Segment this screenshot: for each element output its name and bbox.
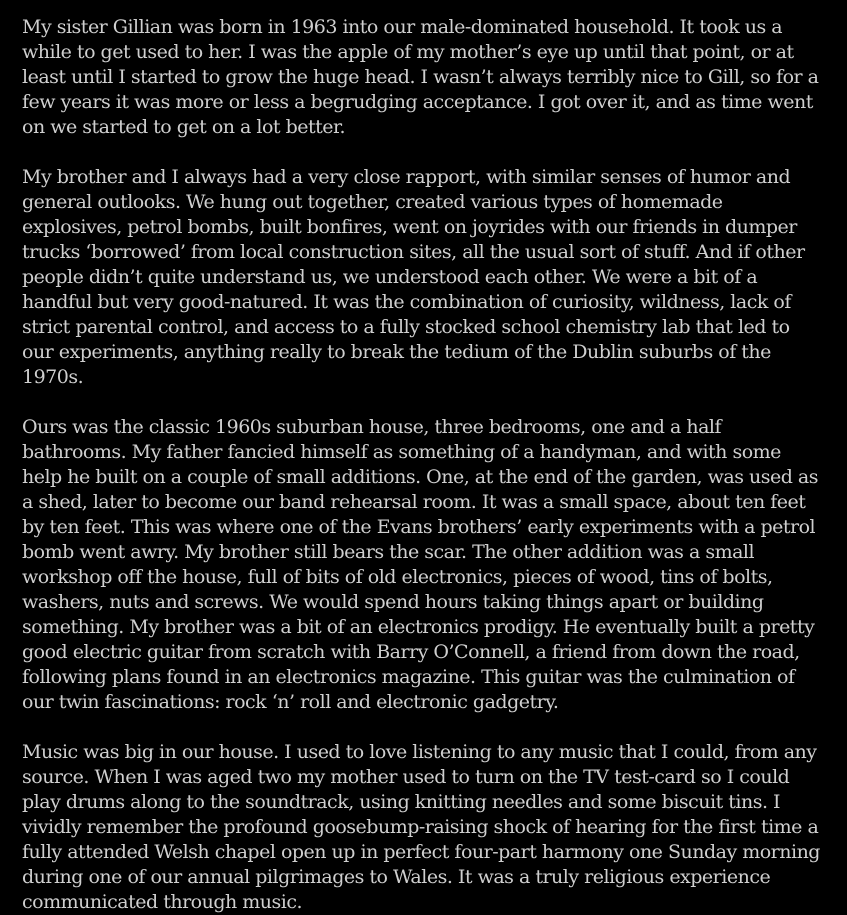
paragraph-3: Ours was the classic 1960s suburban house, three bedrooms, one and a half bathrooms. My father fancied himself as something of a handyman, and with some help he built on a couple of small additions. One, at the end of the garden, was used as a shed, later to become our band rehearsal room. It was a small space, about ten feet by ten feet. This was where one of the Evans brothers’ early experiments with a petrol bomb went awry. My brother still bears the scar. The other addition was a small workshop off the house, full of bits of old electronics, pieces of wood, tins of bolts, washers, nuts and screws. We would spend hours taking things apart or building something. My brother was a bit of an electronics prodigy. He eventually built a pretty good electric guitar from scratch with Barry O’Connell, a friend from down the road, following plans found in an electronics magazine. This guitar was the culmination of our twin fascinations: rock ‘n’ roll and electronic gadgetry. (22, 416, 819, 713)
paragraph-2: My brother and I always had a very close rapport, with similar senses of humor and general outlooks. We hung out together, created various types of homemade explosives, petrol bombs, built bonfires, went on joyrides with our friends in dumper trucks ‘borrowed’ from local construction sites, all the usual sort of stuff. And if other people didn’t quite understand us, we understood each other. We were a bit of a handful but very good-natured. It was the combination of curiosity, wildness, lack of strict parental control, and access to a fully stocked school chemistry lab that led to our experiments, anything really to break the tedium of the Dublin suburbs of the 1970s. (22, 166, 805, 388)
paragraph-4: Music was big in our house. I used to love listening to any music that I could, from any source. When I was aged two my mother used to turn on the TV test-card so I could play drums along to the soundtrack, using knitting needles and some biscuit tins. I vividly remember the profound goosebump-raising shock of hearing for the first time a fully attended Welsh chapel open up in perfect four-part harmony one Sunday morning during one of our annual pilgrimages to Wales. It was a truly religious experience communicated through music. (22, 741, 820, 913)
paragraph-1: My sister Gillian was born in 1963 into our male-dominated household. It took us a while to get used to her. I was the apple of my mother’s eye up until that point, or at least until I started to grow the huge head. I wasn’t always terribly nice to Gill, so for a few years it was more or less a begrudging acceptance. I got over it, and as time went on we started to get on a lot better. (22, 16, 819, 138)
